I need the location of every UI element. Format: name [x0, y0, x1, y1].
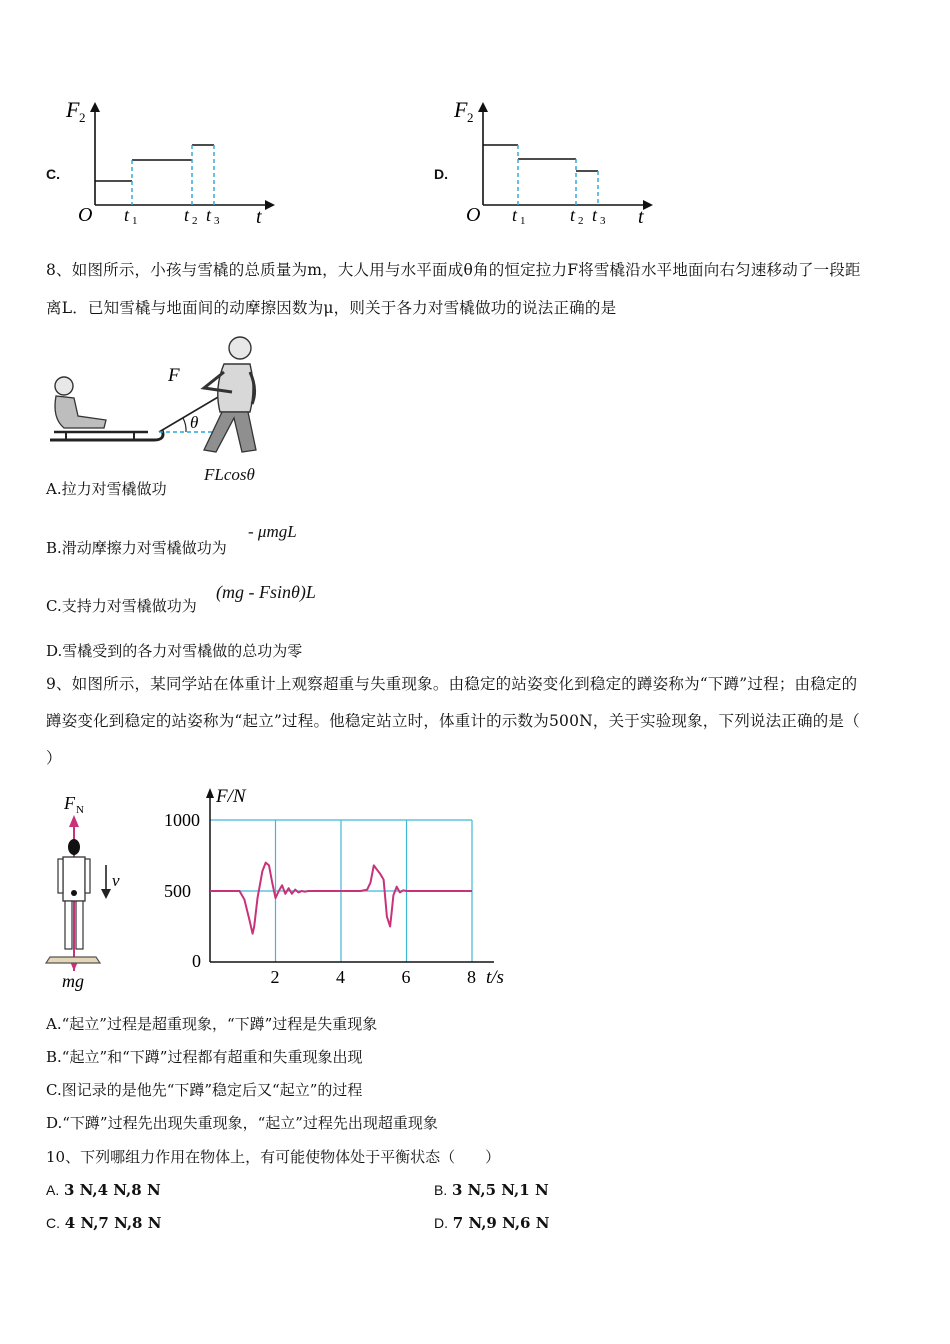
q9-figure-person [44, 785, 144, 995]
q8-option-c-math: (mg - Fsinθ)L [216, 582, 316, 602]
y-tick-label-500: 500 [164, 881, 191, 901]
q8-figure-sled [44, 328, 274, 458]
q8-fig-label-f: F [168, 365, 180, 386]
q9-fig-mg: mg [62, 971, 84, 991]
weight-scale [46, 957, 100, 963]
q8-option-b-math: - μmgL [248, 522, 297, 541]
q10-option-a[interactable] [46, 1181, 161, 1199]
person-head [68, 839, 80, 855]
q10-option-d[interactable] [434, 1214, 549, 1232]
q7d-tick-1: t [512, 205, 518, 225]
q7c-tick-1: t [124, 205, 130, 225]
q7d-axis-x: t [638, 206, 644, 228]
q8-option-d[interactable]: D.雪橇受到的各力对雪橇做的总功为零 [46, 642, 303, 660]
q7-option-c-label[interactable]: C. [46, 166, 60, 182]
q7c-tick-3: t [206, 205, 212, 225]
q8-option-a-math: FLcosθ [204, 465, 255, 484]
q8-option-c[interactable] [46, 595, 197, 616]
q7d-tick-2-sub: 2 [578, 215, 584, 227]
q10-stem: 10、下列哪组力作用在物体上，有可能使物体处于平衡状态（ ） [46, 1148, 501, 1166]
q8-option-b-text: B.滑动摩擦力对雪橇做功为 [46, 539, 227, 557]
x-tick-label-2: 2 [270, 967, 280, 987]
chart-ylabel: F/N [216, 786, 246, 807]
q10-option-b[interactable] [434, 1181, 549, 1199]
q8-option-b[interactable] [46, 537, 227, 558]
q7-graph-d [448, 95, 668, 230]
q9-option-b[interactable]: B.“起立”和“下蹲”过程都有超重和失重现象出现 [46, 1048, 363, 1066]
q10-option-c-label: C. [46, 1215, 60, 1231]
q9-fig-v: v [112, 871, 120, 890]
q9-option-c[interactable]: C.图记录的是他先“下蹲”稳定后又“起立”的过程 [46, 1081, 363, 1099]
x-tick-label-4: 4 [336, 967, 345, 987]
q10-option-a-value: 3 N,4 N,8 N [64, 1181, 161, 1199]
q8-stem-line2: 离L．已知雪橇与地面间的动摩擦因数为μ，则关于各力对雪橇做功的说法正确的是 [46, 299, 617, 317]
x-tick-label-8: 8 [467, 967, 476, 987]
q10-option-d-value: 7 N,9 N,6 N [452, 1214, 550, 1232]
q8-option-a[interactable] [46, 478, 167, 499]
chart-xlabel: t/s [486, 967, 504, 988]
q9-force-chart [150, 778, 520, 993]
q7c-tick-2-sub: 2 [192, 215, 198, 227]
q10-option-d-label: D. [434, 1215, 448, 1231]
q8-option-a-text: A.拉力对雪橇做功 [46, 480, 167, 498]
y-tick-label-1000: 1000 [164, 810, 200, 830]
q10-option-a-label: A. [46, 1182, 60, 1198]
q7c-tick-3-sub: 3 [214, 215, 220, 227]
q7c-axis-x: t [256, 206, 262, 228]
y-axis-arrow [206, 788, 214, 798]
q7d-tick-3: t [592, 205, 598, 225]
chart-axes [206, 788, 494, 962]
q9-option-d[interactable]: D.“下蹲”过程先出现失重现象，“起立”过程先出现超重现象 [46, 1114, 438, 1132]
q10-option-c-value: 4 N,7 N,8 N [64, 1214, 162, 1232]
q9-stem-line2: 蹲姿变化到稳定的站姿称为“起立”过程。他稳定站立时，体重计的示数为500N，关于实验现象，下列说法正确的是（ [46, 712, 860, 730]
q9-fig-fn-sub: N [76, 804, 84, 816]
q7d-tick-2: t [570, 205, 576, 225]
q7d-axis-y-sub: 2 [467, 110, 474, 125]
q10-option-b-value: 3 N,5 N,1 N [452, 1181, 549, 1199]
q7c-axis-y-sub: 2 [79, 110, 86, 125]
adult-head [229, 337, 251, 359]
q9-fig-fn: F [64, 793, 75, 813]
q9-stem-line1: 9、如图所示，某同学站在体重计上观察超重与失重现象。由稳定的站姿变化到稳定的蹲姿称为“下蹲”过程；由稳定的 [46, 675, 858, 693]
q7c-axis-y: F [66, 97, 80, 122]
q10-option-c[interactable] [46, 1214, 161, 1232]
q8-stem-line1: 8、如图所示，小孩与雪橇的总质量为m，大人用与水平面成θ角的恒定拉力F将雪橇沿水平地面向右匀速移动了一段距 [46, 261, 861, 279]
q7d-axis-y: F [454, 97, 468, 122]
q7d-tick-3-sub: 3 [600, 215, 606, 227]
q8-fig-label-theta: θ [190, 413, 199, 432]
q7d-origin: O [466, 204, 481, 226]
chart-ticks [164, 810, 476, 987]
x-tick-label-6: 6 [401, 967, 411, 987]
q7d-tick-1-sub: 1 [520, 215, 526, 227]
q9-option-a[interactable]: A.“起立”过程是超重现象，“下蹲”过程是失重现象 [46, 1015, 378, 1033]
origin-label: 0 [192, 951, 201, 971]
q10-option-b-label: B. [434, 1182, 448, 1198]
q8-option-c-text: C.支持力对雪橇做功为 [46, 597, 197, 615]
q7-option-d-label[interactable]: D. [434, 166, 448, 182]
q7-graph-c [60, 95, 280, 230]
child-head [55, 377, 73, 395]
q9-stem-line3: ） [46, 749, 62, 767]
q7c-origin: O [78, 204, 93, 226]
q7c-tick-1-sub: 1 [132, 215, 138, 227]
q7c-tick-2: t [184, 205, 190, 225]
